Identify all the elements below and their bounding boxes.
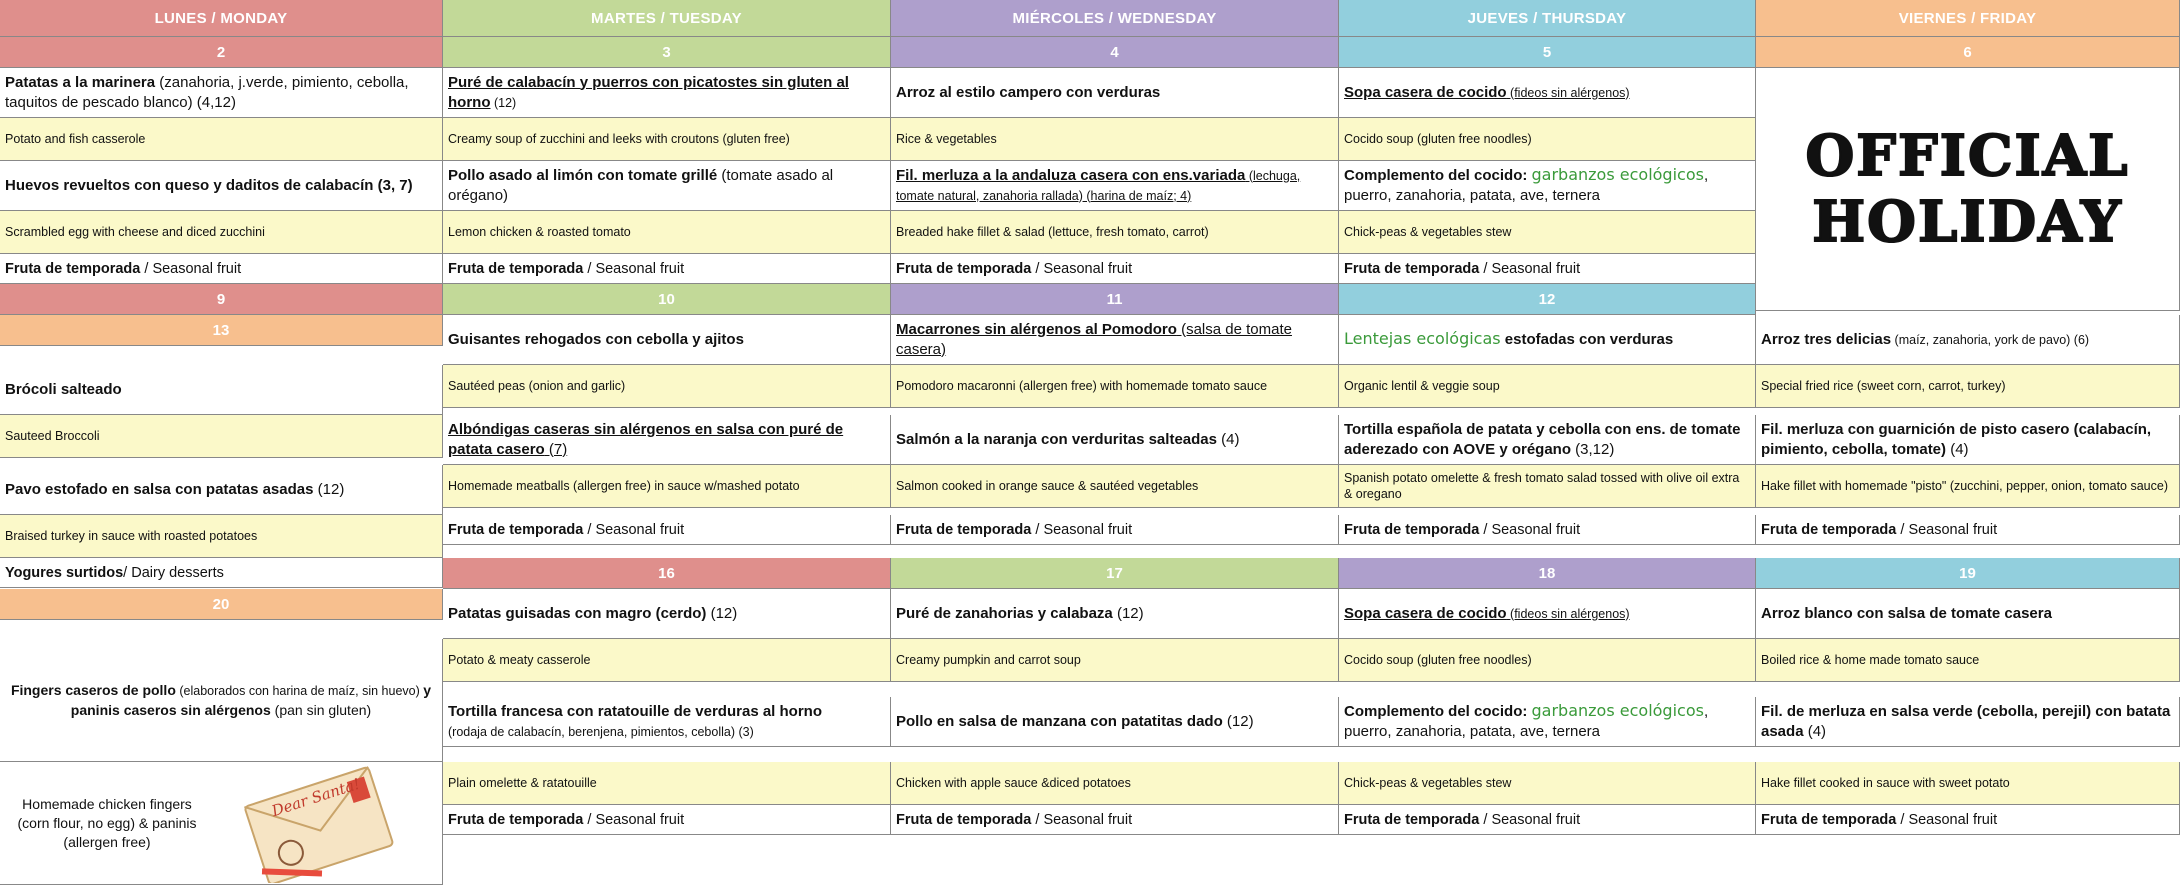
fruit: Fruta de temporada / Seasonal fruit: [443, 805, 891, 835]
official-holiday: [1756, 68, 2180, 311]
dish-en: Creamy pumpkin and carrot soup: [891, 639, 1339, 682]
fingers-es: Fingers caseros de pollo (elaborados con harina de maíz, sin huevo) y paninis caseros sin alérgenos (pan sin gluten): [0, 639, 443, 762]
fruit: Fruta de temporada / Seasonal fruit: [1339, 805, 1756, 835]
dish-es: Tortilla española de patata y cebolla con ens. de tomate aderezado con AOVE y orégano (3,12): [1339, 415, 1756, 465]
dish-en: Special fried rice (sweet corn, carrot, turkey): [1756, 365, 2180, 408]
fruit: Fruta de temporada / Seasonal fruit: [443, 515, 891, 545]
dish-es: Macarrones sin alérgenos al Pomodoro (salsa de tomate casera): [891, 315, 1339, 365]
dessert: Yogures surtidos/ Dairy desserts: [0, 558, 443, 588]
santa-letter-sticker: [208, 763, 413, 883]
dish-en: Scrambled egg with cheese and diced zucchini: [0, 211, 443, 254]
dish-en: Breaded hake fillet & salad (lettuce, fresh tomato, carrot): [891, 211, 1339, 254]
dish-en: Braised turkey in sauce with roasted potatoes: [0, 515, 443, 558]
fruit: Fruta de temporada / Seasonal fruit: [891, 805, 1339, 835]
day-number: 18: [1339, 558, 1756, 589]
fruit: Fruta de temporada / Seasonal fruit: [1339, 515, 1756, 545]
dish-es: Fil. merluza a la andaluza casera con ens.variada (lechuga, tomate natural, zanahoria rallada) (harina de maíz; 4): [891, 161, 1339, 211]
day-number: 13: [0, 315, 443, 346]
dish-en: Sautéed peas (onion and garlic): [443, 365, 891, 408]
dish-es: Guisantes rehogados con cebolla y ajitos: [443, 315, 891, 365]
dish-es: Salmón a la naranja con verduritas salteadas (4): [891, 415, 1339, 465]
day-number: 10: [443, 284, 891, 315]
day-number: 20: [0, 589, 443, 620]
dish-en: Potato and fish casserole: [0, 118, 443, 161]
day-number: 19: [1756, 558, 2180, 589]
dish-en: Hake fillet cooked in sauce with sweet potato: [1756, 762, 2180, 805]
dish-en: Plain omelette & ratatouille: [443, 762, 891, 805]
fruit: Fruta de temporada / Seasonal fruit: [891, 254, 1339, 284]
sticker-text: Dear Santa!: [269, 774, 363, 821]
dish-en: Spanish potato omelette & fresh tomato salad tossed with olive oil extra & oregano: [1339, 465, 1756, 508]
dish-en: Cocido soup (gluten free noodles): [1339, 639, 1756, 682]
dish-es: Huevos revueltos con queso y daditos de calabacín (3, 7): [0, 161, 443, 211]
fruit: Fruta de temporada / Seasonal fruit: [1756, 515, 2180, 545]
dish-en: Chick-peas & vegetables stew: [1339, 211, 1756, 254]
header-wednesday: MIÉRCOLES / WEDNESDAY: [891, 0, 1339, 37]
dish-es: Puré de zanahorias y calabaza (12): [891, 589, 1339, 639]
fruit: Fruta de temporada / Seasonal fruit: [1339, 254, 1756, 284]
day-number: 4: [891, 37, 1339, 68]
dish-en: Chicken with apple sauce &diced potatoes: [891, 762, 1339, 805]
dish-en: Potato & meaty casserole: [443, 639, 891, 682]
fingers-en: Homemade chicken fingers (corn flour, no egg) & paninis (allergen free): [17, 795, 197, 850]
header-monday: LUNES / MONDAY: [0, 0, 443, 37]
dish-es: Pollo en salsa de manzana con patatitas dado (12): [891, 697, 1339, 747]
day-number: 17: [891, 558, 1339, 589]
day-number: 16: [443, 558, 891, 589]
dish-en: Salmon cooked in orange sauce & sautéed vegetables: [891, 465, 1339, 508]
header-thursday: JUEVES / THURSDAY: [1339, 0, 1756, 37]
dish-es: Fil. merluza con guarnición de pisto casero (calabacín, pimiento, cebolla, tomate) (4): [1756, 415, 2180, 465]
dish-en: Hake fillet with homemade "pisto" (zucchini, pepper, onion, tomato sauce): [1756, 465, 2180, 508]
day-number: 6: [1756, 37, 2180, 68]
dish-es: Complemento del cocido: garbanzos ecológicos, puerro, zanahoria, patata, ave, ternera: [1339, 697, 1756, 747]
header-friday: VIERNES / FRIDAY: [1756, 0, 2180, 37]
dish-es: Pavo estofado en salsa con patatas asadas (12): [0, 465, 443, 515]
dish-es: Tortilla francesa con ratatouille de verduras al horno (rodaja de calabacín, berenjena, pimientos, cebolla) (3): [443, 697, 891, 747]
dish-en: Organic lentil & veggie soup: [1339, 365, 1756, 408]
dish-en: Homemade meatballs (allergen free) in sauce w/mashed potato: [443, 465, 891, 508]
dish-en: Lemon chicken & roasted tomato: [443, 211, 891, 254]
dish-en: Creamy soup of zucchini and leeks with croutons (gluten free): [443, 118, 891, 161]
dish-es: Albóndigas caseras sin alérgenos en salsa con puré de patata casero (7): [443, 415, 891, 465]
dish-es: Puré de calabacín y puerros con picatostes sin gluten al horno (12): [443, 68, 891, 118]
dish-en: Rice & vegetables: [891, 118, 1339, 161]
dish-es: Arroz tres delicias (maíz, zanahoria, york de pavo) (6): [1756, 315, 2180, 365]
fingers-en-cell: [0, 762, 443, 885]
dish-es: Arroz al estilo campero con verduras: [891, 68, 1339, 118]
fruit: Fruta de temporada / Seasonal fruit: [0, 254, 443, 284]
dish-es: Pollo asado al limón con tomate grillé (tomate asado al orégano): [443, 161, 891, 211]
fruit: Fruta de temporada / Seasonal fruit: [443, 254, 891, 284]
dish-es: Sopa casera de cocido (fideos sin alérgenos): [1339, 589, 1756, 639]
dish-en: Sauteed Broccoli: [0, 415, 443, 458]
day-number: 12: [1339, 284, 1756, 315]
header-tuesday: MARTES / TUESDAY: [443, 0, 891, 37]
dish-en: Cocido soup (gluten free noodles): [1339, 118, 1756, 161]
fruit: Fruta de temporada / Seasonal fruit: [1756, 805, 2180, 835]
dish-es: Complemento del cocido: garbanzos ecológicos, puerro, zanahoria, patata, ave, ternera: [1339, 161, 1756, 211]
dish-en: Pomodoro macaronni (allergen free) with homemade tomato sauce: [891, 365, 1339, 408]
day-number: 3: [443, 37, 891, 68]
holiday-line: HOLIDAY: [1812, 189, 2123, 255]
day-number: 5: [1339, 37, 1756, 68]
dish-en: Chick-peas & vegetables stew: [1339, 762, 1756, 805]
dish-es: Arroz blanco con salsa de tomate casera: [1756, 589, 2180, 639]
holiday-line: OFFICIAL: [1805, 123, 2130, 189]
dish-es: Patatas a la marinera (zanahoria, j.verde, pimiento, cebolla, taquitos de pescado blanco) (4,12): [0, 68, 443, 118]
dish-es: Brócoli salteado: [0, 365, 443, 415]
day-number: 9: [0, 284, 443, 315]
dish-en: Boiled rice & home made tomato sauce: [1756, 639, 2180, 682]
dish-es: Sopa casera de cocido (fideos sin alérgenos): [1339, 68, 1756, 118]
fruit: Fruta de temporada / Seasonal fruit: [891, 515, 1339, 545]
dish-es: Patatas guisadas con magro (cerdo) (12): [443, 589, 891, 639]
dish-es: Fil. de merluza en salsa verde (cebolla, perejil) con batata asada (4): [1756, 697, 2180, 747]
dish-es: Lentejas ecológicas estofadas con verduras: [1339, 315, 1756, 365]
day-number: 11: [891, 284, 1339, 315]
day-number: 2: [0, 37, 443, 68]
